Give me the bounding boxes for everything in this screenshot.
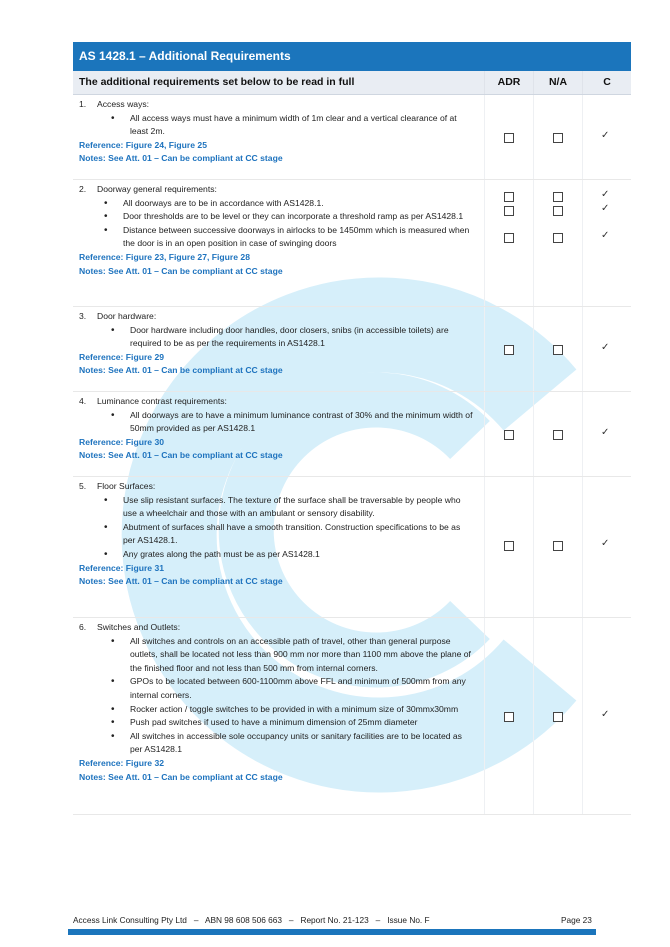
na-checkbox[interactable]	[553, 192, 563, 202]
check-mark-icon: ✓	[601, 230, 610, 241]
page-footer	[73, 915, 593, 925]
table-row	[73, 618, 631, 815]
notes-text: Notes: See Att. 01 – Can be compliant at CC stage	[79, 450, 283, 461]
check-mark-icon: ✓	[601, 709, 610, 720]
notes-text: Notes: See Att. 01 – Can be compliant at CC stage	[79, 153, 283, 164]
list-item: • All doorways are to be in accordance with AS1428.1.	[79, 197, 478, 211]
footer-abn: ABN 98 608 506 663	[204, 915, 282, 925]
item-title: 2. Doorway general requirements:	[79, 184, 217, 194]
reference-text: Reference: Figure 23, Figure 27, Figure 28	[79, 251, 250, 262]
footer-separator: –	[288, 915, 294, 925]
list-item: • All doorways are to have a minimum luminance contrast of 30% and the minimum width of 50mm provided as per AS1428.1	[79, 409, 478, 436]
page-number: Page 23	[561, 915, 592, 925]
header-na: N/A	[533, 71, 582, 94]
adr-checkbox[interactable]	[504, 233, 514, 243]
adr-checkbox[interactable]	[504, 192, 514, 202]
table-row	[73, 477, 631, 618]
table-row	[73, 307, 631, 392]
footer-issue: Issue No. F	[387, 915, 430, 925]
footer-separator: –	[193, 915, 199, 925]
table-row	[73, 392, 631, 477]
list-item: • Abutment of surfaces shall have a smooth transition. Construction specifications to be as per AS1428.1.	[79, 521, 478, 548]
na-checkbox[interactable]	[553, 233, 563, 243]
notes-text: Notes: See Att. 01 – Can be compliant at CC stage	[79, 576, 283, 587]
adr-checkbox[interactable]	[504, 541, 514, 551]
list-item: • Push pad switches if used to have a minimum dimension of 25mm diameter	[79, 716, 478, 730]
check-mark-icon: ✓	[601, 538, 610, 549]
bullet-list	[79, 635, 478, 757]
bullet-list	[79, 324, 478, 351]
na-checkbox[interactable]	[553, 345, 563, 355]
check-mark-icon: ✓	[601, 189, 610, 200]
item-title: 4. Luminance contrast requirements:	[79, 396, 227, 406]
item-title: 5. Floor Surfaces:	[79, 481, 156, 491]
notes-text: Notes: See Att. 01 – Can be compliant at CC stage	[79, 265, 283, 276]
list-item: • All switches in accessible sole occupancy units or sanitary facilities are to be located as per AS1428.1	[79, 730, 478, 757]
list-item: • Distance between successive doorways in airlocks to be 1450mm which is measured when the door is in an open position in case of swinging doors	[79, 224, 478, 251]
list-item: • All access ways must have a minimum width of 1m clear and a vertical clearance of at least 2m.	[79, 112, 478, 139]
check-mark-icon: ✓	[601, 203, 610, 214]
notes-text: Notes: See Att. 01 – Can be compliant at CC stage	[79, 365, 283, 376]
header-c: C	[582, 71, 631, 94]
table-header-row	[73, 71, 631, 95]
requirements-table	[73, 42, 631, 815]
list-item: • Rocker action / toggle switches to be provided in with a minimum size of 30mmx30mm	[79, 703, 478, 717]
adr-checkbox[interactable]	[504, 206, 514, 216]
bullet-list	[79, 197, 478, 251]
list-item: • Any grates along the path must be as per AS1428.1	[79, 548, 478, 562]
list-item: • Use slip resistant surfaces. The texture of the surface shall be traversable by people who use a wheelchair and those with an ambulant or sensory disability.	[79, 494, 478, 521]
item-title: 3. Door hardware:	[79, 311, 157, 321]
na-checkbox[interactable]	[553, 430, 563, 440]
na-checkbox[interactable]	[553, 133, 563, 143]
list-item: • GPOs to be located between 600-1100mm above FFL and minimum of 500mm from any internal corners.	[79, 675, 478, 702]
header-intro: The additional requirements set below to be read in full	[79, 76, 355, 88]
header-adr: ADR	[484, 71, 533, 94]
table-row	[73, 95, 631, 180]
adr-checkbox[interactable]	[504, 712, 514, 722]
reference-text: Reference: Figure 24, Figure 25	[79, 139, 207, 150]
adr-checkbox[interactable]	[504, 430, 514, 440]
bullet-list	[79, 409, 478, 436]
na-checkbox[interactable]	[553, 712, 563, 722]
check-mark-icon: ✓	[601, 427, 610, 438]
table-title: AS 1428.1 – Additional Requirements	[73, 42, 631, 71]
list-item: • Door thresholds are to be level or they can incorporate a threshold ramp as per AS1428.1	[79, 210, 478, 224]
na-checkbox[interactable]	[553, 206, 563, 216]
list-item: • Door hardware including door handles, door closers, snibs (in accessible toilets) are required to be as per the requirements in AS1428.1	[79, 324, 478, 351]
reference-text: Reference: Figure 31	[79, 562, 165, 573]
adr-checkbox[interactable]	[504, 345, 514, 355]
list-item: • All switches and controls on an accessible path of travel, other than general purpose outlets, shall be located not less than 900 mm nor more than 1100 mm above the plane of the finished floor and not less than 500 mm from internal corners.	[79, 635, 478, 676]
item-title: 1. Access ways:	[79, 99, 150, 109]
check-mark-icon: ✓	[601, 342, 610, 353]
item-title: 6. Switches and Outlets:	[79, 622, 181, 632]
bullet-list	[79, 112, 478, 139]
na-checkbox[interactable]	[553, 541, 563, 551]
bullet-list	[79, 494, 478, 562]
reference-text: Reference: Figure 32	[79, 757, 165, 768]
table-row	[73, 180, 631, 307]
notes-text: Notes: See Att. 01 – Can be compliant at CC stage	[79, 771, 283, 782]
footer-separator: –	[375, 915, 381, 925]
footer-bar	[68, 929, 596, 935]
footer-company: Access Link Consulting Pty Ltd	[73, 915, 187, 925]
reference-text: Reference: Figure 30	[79, 436, 165, 447]
footer-report: Report No. 21-123	[300, 915, 369, 925]
check-mark-icon: ✓	[601, 130, 610, 141]
reference-text: Reference: Figure 29	[79, 351, 165, 362]
adr-checkbox[interactable]	[504, 133, 514, 143]
